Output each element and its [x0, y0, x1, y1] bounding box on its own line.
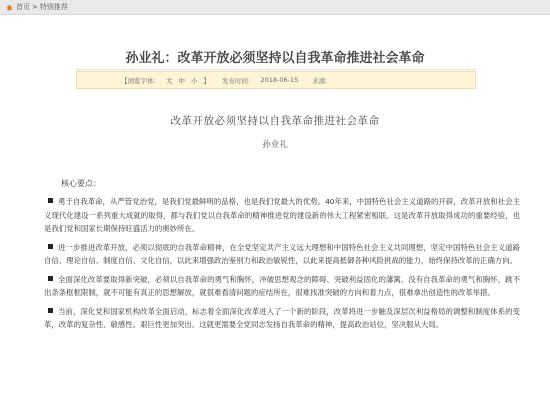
font-size-label-close: 】: [203, 76, 210, 85]
title-divider: [76, 69, 476, 70]
summary-label: 核心要点：: [61, 179, 101, 188]
source-label: 来源：: [312, 76, 332, 85]
article-paragraph: 全面深化改革要取得新突破，必须以自我革命的勇气和胸怀，冲破思想观念的障碍、突破利益固化的藩篱。没有自我革命的勇气和胸怀，跳不出条条框框限制，就不可能有真正的思想解放，就很难看清问题的症结所在，很难找准突破的方向和着力点，很难拿出创造性的改革举措。: [44, 274, 520, 297]
article-paragraph: 勇于自我革命，从严管党治党，是我们党最鲜明的品格，也是我们党最大的优势。40年来，中国特色社会主义道路的开辟，改革开放和社会主义现代化建设一系列重大成就的取得，都与我们党以自我革命的精神推进党的建设新的伟大工程紧密相联。这是改革开放取得成功的重要经验，也是我们党和国家长期保持旺盛活力的奥妙所在。: [44, 197, 520, 233]
bullet-icon: [48, 244, 53, 249]
font-size-label: 【浏览字体：: [121, 76, 160, 85]
article-body: [44, 195, 520, 337]
article-title: 改革开放必须坚持以自我革命推进社会革命: [170, 115, 380, 127]
article-author: 孙业礼: [262, 140, 288, 150]
breadcrumb-home-link[interactable]: 首页: [16, 3, 30, 11]
page-title: 孙业礼：改革开放必须坚持以自我革命推进社会革命: [125, 51, 425, 66]
font-medium-button[interactable]: 中: [178, 76, 185, 85]
breadcrumb: [0, 0, 550, 15]
font-large-button[interactable]: 大: [166, 76, 173, 85]
publish-label: 发布时间：: [222, 76, 255, 85]
publish-date: 2018-06-15: [260, 76, 299, 84]
article-meta-bar: [76, 71, 476, 89]
home-icon: [6, 4, 13, 11]
bullet-icon: [48, 308, 53, 313]
article-paragraph: 当前，深化党和国家机构改革全面启动，标志着全面深化改革进入了一个新的阶段，改革将进一步触及深层次利益格局的调整和制度体系的变革，改革的复杂性、敏感性、艰巨性更加突出。这就更需要全党同志发扬自我革命的精神，提高政治站位，坚决服从大局。: [44, 306, 520, 329]
bullet-icon: [48, 198, 53, 203]
breadcrumb-current[interactable]: 特别推荐: [39, 3, 68, 11]
article-page: [0, 15, 550, 400]
article-header: [0, 113, 550, 150]
bullet-icon: [48, 276, 53, 281]
font-small-button[interactable]: 小: [191, 76, 198, 85]
article-paragraph: 进一步推进改革开放，必须以彻底的自我革命精神，在全党坚定共产主义远大理想和中国特色社会主义共同理想，坚定中国特色社会主义道路自信、理论自信、制度自信、文化自信，以此来增强政治鉴别力和政治敏锐性，以此来提高抵御各种风险挑战的能力，始终保持改革的正确方向。: [44, 242, 520, 265]
breadcrumb-separator: >: [32, 3, 38, 11]
